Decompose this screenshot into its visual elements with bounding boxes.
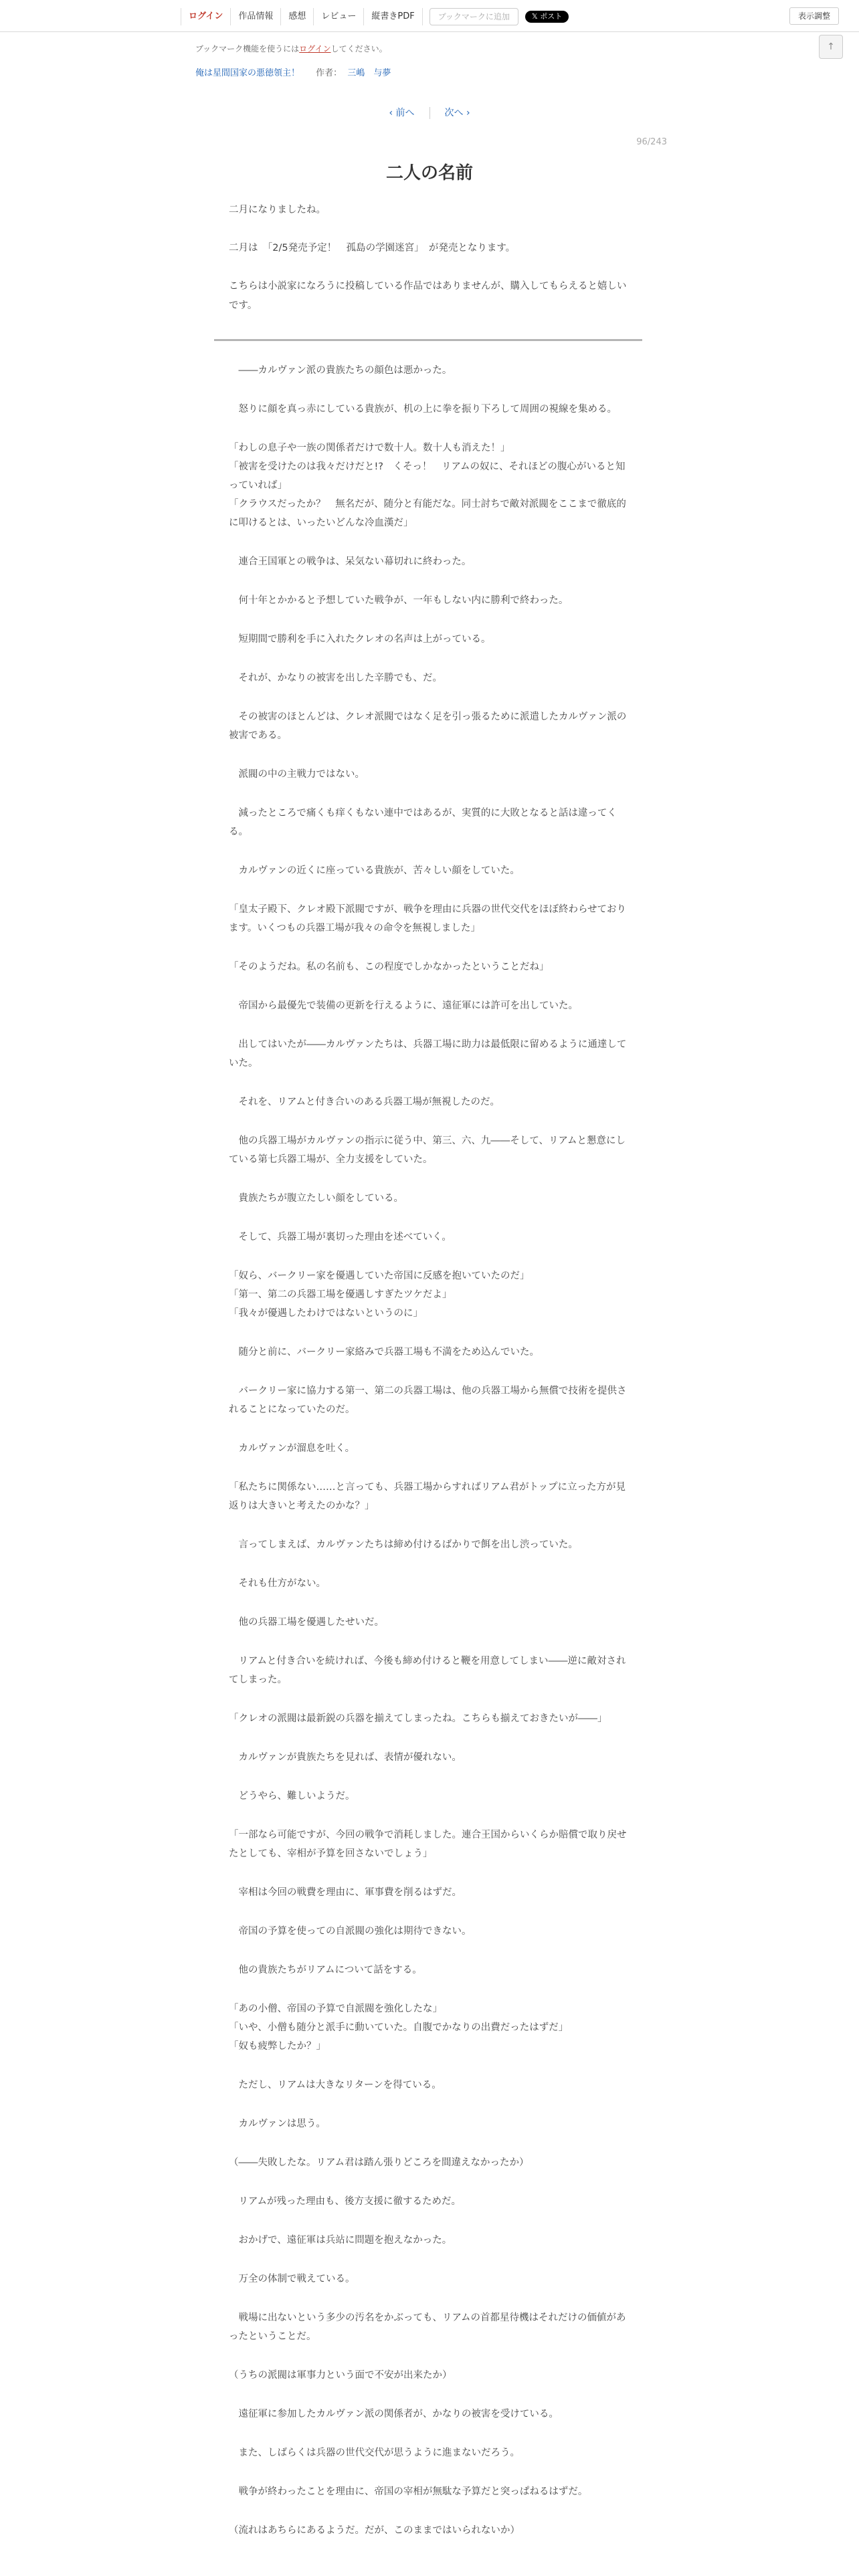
body-paragraph: 遠征軍に参加したカルヴァン派の関係者が、かなりの被害を受けている。 xyxy=(229,2409,559,2420)
scroll-top-button[interactable] xyxy=(819,35,843,59)
body-paragraph: 怒りに顔を真っ赤にしている貴族が、机の上に拳を振り下ろして周囲の視線を集める。 xyxy=(229,404,617,415)
body-paragraph: 短期間で勝利を手に入れたクレオの名声は上がっている。 xyxy=(229,634,491,645)
body-paragraph: 帝国の予算を使っての自派閥の強化は期待できない。 xyxy=(229,1926,472,1937)
nav-review-link[interactable]: レビュー xyxy=(314,8,364,25)
body-paragraph: 「あの小僧、帝国の予算で自派閥を強化したな」 「いや、小僧も随分と派手に動いていた。自腹でかなりの出費だったはずだ」 「奴も疲弊したか？」 xyxy=(229,2004,569,2052)
body-paragraph: 言ってしまえば、カルヴァンたちは締め付けるばかりで餌を出し渋っていた。 xyxy=(229,1539,578,1550)
prev-chapter-link[interactable]: ‹ 前へ xyxy=(389,108,415,118)
body-paragraph: 減ったところで痛くも痒くもない連中ではあるが、実質的に大敗となると話は違ってくる。 xyxy=(229,808,617,837)
body-paragraph: それも仕方がない。 xyxy=(229,1578,326,1589)
body-paragraph: 「私たちに関係ない……と言っても、兵器工場からすればリアム君がトップに立った方が見返りは大きいと考えたのかな？」 xyxy=(229,1482,626,1511)
body-paragraph: どうやら、難しいようだ。 xyxy=(229,1791,355,1802)
body-paragraph: （――失敗したな。リアム君は踏ん張りどころを間違えなかったか） xyxy=(229,2157,529,2168)
foreword-paragraph: 二月は 「2/5発売予定！ 孤島の学園迷宮」 が発売となります。 xyxy=(229,243,516,253)
body-paragraph: 「そのようだね。私の名前も、この程度でしかなかったということだね」 xyxy=(229,962,549,972)
body-paragraph: 貴族たちが腹立たしい顔をしている。 xyxy=(229,1193,403,1204)
foreword-divider xyxy=(214,339,642,341)
body-paragraph: リアムが残った理由も、後方支援に徹するためだ。 xyxy=(229,2196,461,2207)
body-paragraph: 「一部なら可能ですが、今回の戦争で消耗しました。連合王国からいくらか賠償で取り戻せたとしても、宰相が予算を回さないでしょう」 xyxy=(229,1830,627,1859)
nav-pdf-link[interactable]: 縦書きPDF xyxy=(364,8,422,25)
body-paragraph: バークリー家に協力する第一、第二の兵器工場は、他の兵器工場から無償で技術を提供されることになっていたのだ。 xyxy=(229,1386,627,1415)
work-title-link[interactable]: 俺は星間国家の悪徳領主！ xyxy=(195,68,300,78)
body-paragraph: 万全の体制で戦えている。 xyxy=(229,2274,355,2284)
chapter-title: 二人の名前 xyxy=(385,163,473,183)
work-meta xyxy=(195,66,391,78)
bookmark-login-note xyxy=(195,43,387,54)
body-paragraph: 派閥の中の主戦力ではない。 xyxy=(229,769,365,780)
body-paragraph: それを、リアムと付き合いのある兵器工場が無視したのだ。 xyxy=(229,1097,500,1107)
body-paragraph: （うちの派閥は軍事力という面で不安が出来たか） xyxy=(229,2370,452,2381)
foreword-paragraph: 二月になりましたね。 xyxy=(229,205,326,215)
x-share-button[interactable]: 𝕏 ポスト xyxy=(525,11,569,23)
body-paragraph: おかげで、遠征軍は兵站に問題を抱えなかった。 xyxy=(229,2235,452,2246)
nav-impressions-link[interactable]: 感想 xyxy=(281,8,314,25)
bookmark-note-prefix: ブックマーク機能を使うには xyxy=(195,44,300,53)
body-paragraph: 帝国から最優先で装備の更新を行えるように、遠征軍には許可を出していた。 xyxy=(229,1000,578,1011)
body-paragraph: 「皇太子殿下、クレオ殿下派閥ですが、戦争を理由に兵器の世代交代をほぼ終わらせております。いくつもの兵器工場が我々の命令を無視しました」 xyxy=(229,904,627,934)
body-paragraph: カルヴァンの近くに座っている貴族が、苦々しい顔をしていた。 xyxy=(229,865,520,876)
main-nav xyxy=(181,7,569,27)
body-paragraph: 「奴ら、バークリー家を優遇していた帝国に反感を抱いていたのだ」 「第一、第二の兵器工場を優遇しすぎたツケだよ」 「我々が優遇したわけではないというのに」 xyxy=(229,1271,530,1319)
bookmark-note-login-link[interactable]: ログイン xyxy=(299,44,331,53)
body-paragraph: 出してはいたが――カルヴァンたちは、兵器工場に助力は最低限に留めるように通達していた。 xyxy=(229,1039,627,1069)
nav-login-link[interactable]: ログイン xyxy=(181,8,231,25)
body-paragraph: 他の兵器工場がカルヴァンの指示に従う中、第三、六、九――そして、リアムと懇意にしている第七兵器工場が、全力支援をしていた。 xyxy=(229,1136,626,1165)
body-paragraph: 何十年とかかると予想していた戦争が、一年もしない内に勝利で終わった。 xyxy=(229,595,569,606)
body-paragraph: 戦場に出ないという多少の汚名をかぶっても、リアムの首都星待機はそれだけの価値があったということだ。 xyxy=(229,2313,626,2342)
body-paragraph: 他の兵器工場を優遇したせいだ。 xyxy=(229,1617,384,1628)
body-paragraph: 連合王国軍との戦争は、呆気ない幕切れに終わった。 xyxy=(229,556,472,567)
next-chapter-link[interactable]: 次へ › xyxy=(444,108,470,118)
body-paragraph: その被害のほとんどは、クレオ派閥ではなく足を引っ張るために派遣したカルヴァン派の被害である。 xyxy=(229,712,627,741)
chapter-counter: 96/243 xyxy=(636,137,667,147)
body-paragraph: 宰相は今回の戦費を理由に、軍事費を削るはずだ。 xyxy=(229,1887,462,1898)
chapter-body xyxy=(229,361,630,2560)
top-navigation-bar xyxy=(0,0,859,32)
body-paragraph: そして、兵器工場が裏切った理由を述べていく。 xyxy=(229,1232,452,1243)
author-label: 作者： xyxy=(316,68,343,78)
body-paragraph: カルヴァンが溜息を吐く。 xyxy=(229,1443,355,1454)
body-paragraph: 他の貴族たちがリアムについて話をする。 xyxy=(229,1965,422,1975)
body-paragraph: それが、かなりの被害を出した辛勝でも、だ。 xyxy=(229,673,442,683)
chapter-pager xyxy=(0,106,859,119)
body-paragraph: （流れはあちらにあるようだ。だが、このままではいられないか） xyxy=(229,2525,520,2536)
display-settings-button[interactable]: 表示調整 xyxy=(789,7,839,25)
body-paragraph: 「わしの息子や一族の関係者だけで数十人。数十人も消えた！」 「被害を受けたのは我々だけだと!? くそっ！ リアムの奴に、それほどの腹心がいると知っていれば」 「クラウスだったか？ 無名だが、随分と有能だな。同士討ちで敵対派閥をここまで徹底的に叩けるとは、いったいどんな冷血漢だ」 xyxy=(229,443,626,528)
nav-work-info-link[interactable]: 作品情報 xyxy=(231,8,281,25)
body-paragraph: 随分と前に、バークリー家絡みで兵器工場も不満をため込んでいた。 xyxy=(229,1347,539,1358)
body-paragraph: ――カルヴァン派の貴族たちの顔色は悪かった。 xyxy=(229,365,452,376)
foreword xyxy=(229,201,630,334)
body-paragraph: 戦争が終わったことを理由に、帝国の宰相が無駄な予算だと突っぱねるはずだ。 xyxy=(229,2486,588,2497)
body-paragraph: リアムと付き合いを続ければ、今後も締め付けると鞭を用意してしまい――逆に敵対されてしまった。 xyxy=(229,1656,626,1685)
body-paragraph: カルヴァンは思う。 xyxy=(229,2119,326,2129)
body-paragraph: 「クレオの派閥は最新鋭の兵器を揃えてしまったね。こちらも揃えておきたいが――」 xyxy=(229,1713,607,1724)
bookmark-note-suffix: してください。 xyxy=(330,44,387,53)
body-paragraph: また、しばらくは兵器の世代交代が思うように進まないだろう。 xyxy=(229,2448,520,2458)
foreword-paragraph: こちらは小説家になろうに投稿している作品ではありませんが、購入してもらえると嬉しいです。 xyxy=(229,281,627,311)
arrow-up-icon: ↑ xyxy=(827,41,835,52)
author-link[interactable]: 三嶋 与夢 xyxy=(347,68,391,78)
body-paragraph: ただし、リアムは大きなリターンを得ている。 xyxy=(229,2080,442,2090)
body-paragraph: カルヴァンが貴族たちを見れば、表情が優れない。 xyxy=(229,1752,462,1763)
add-bookmark-button[interactable]: ブックマークに追加 xyxy=(430,8,518,25)
